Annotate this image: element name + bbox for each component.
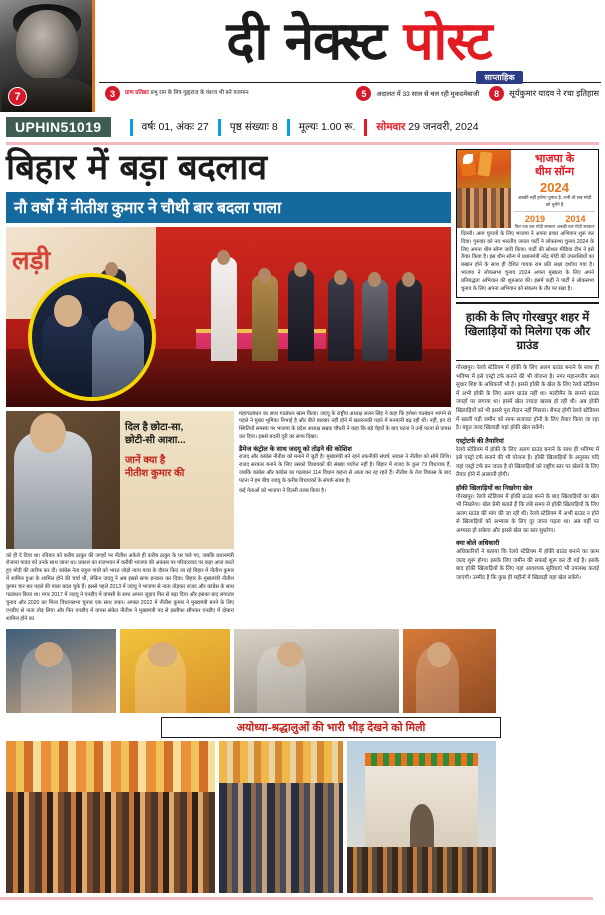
attendee-head: [294, 262, 307, 277]
ad-text-area: [511, 150, 598, 228]
masthead-portrait-photo: [0, 0, 95, 112]
hockey-subheading-2: हॉकी खिलाड़ियों का निखरेगा खेल: [456, 484, 533, 492]
hockey-body-1: गोरखपुर। रेलवे स्टेडियम में हॉकी के लिए अलग ग्राउंड बनाने के साथ ही भविष्य में इसे एस्ट्रो टर्फ बनाने की भी योजना है। नगर महानगरीय स्थल सुधार शिष्ट के अधिकारी भी है। इससे हॉकी के खेल के लिए रेलवे स्टेडियम में अभी हॉकी के लिए अलग ग्राउंड नहीं था। मल्टीमैन के सामने ग्राउंड जगहों पर लगाया था। इसमें खेल ज्यादा खराब हो रही थी। अब हॉकी खिलाड़ियों को भी इससे पूरा मैदान नहीं मिलता। सैफद होगी रेलवे स्टेडियम में खाली पड़ी जमीन को साफ सजावट होनी के लिए तैयार किया जा रहा है। बहुत जल्द खिलाड़ी यहां हॉकी खेल सकेंगे।: [456, 365, 599, 432]
attendee-head: [258, 268, 271, 283]
main-column: [6, 149, 451, 624]
lead-body-col-a: को ही दे दिया था। रविवार को करीब ठाकुर की जगहों पर नीतीश अकेले ही करीब ठाकुर के घर चले गए, जबकि प्रधानमंत्री रोजाना पादव को उनके साथ जाना था। प्रकाश का राजभवन में करीबी भाजपा की अकसर पर परिवारवाद पर कहा आज करते हुए मोदी की तारीफ कर दी। कांग्रेस नेता राहुल गांधी को भारत जोड़ो न्याय यात्रा के दौरान किए जा रहे बिहार में नीतीश कुमार में शामिल हुआ के शामिल होने की चर्चा थी, लेकिन जदयू ने अब इससे साफ इनकार कर दिया। बिहार के मुख्यमंत्री नीतीश कुमार चार बार पहले की पाला बदल चुके हैं। इससे पहले 2013 में जदयू ने भाजपा से नाता तोड़कर राजद और कांग्रेस के साथ गठबंधन किया था। मगर 2017 में जदयू ने एनडीए में वापसी के साथ अपना जुड़ाव फिर से बढ़ा दिया और इसका बाद लगातार चुनाव और 2020 का मिला विधानसभा चुनाव एक साथ जका। अगस्त 2022 में नीतीश कुमार ने मुख्यमंत्री बनने के लिए एनडीए से नाता तोड़ लिया और फिर एनडीए में वापस संकेत नीतीश ने मुख्यमंत्री पद से इस्तीफा सौंपकर एनडीए में दोबारा शामिल होने का: [6, 552, 234, 622]
hockey-subheading-1: एस्ट्रोटर्फ की तैयारियां: [456, 437, 504, 445]
swearing-in-photo: [6, 227, 451, 407]
head: [277, 642, 303, 667]
hockey-body-3: गोरखपुर। रेलवे स्टेडियम में हॉकी ग्राउंड बनने के बाद खिलाड़ियों का खेल भी निखरेगा। खेल प्रेमी बताते हैं कि लंबे समय से हॉकी खिलाड़ियों के लिए अलग ग्राउंड की मांग की जा रही थी। रेलवे स्टेडियम में अभी ग्राउंड न होने से खिलाड़ियों को अभ्यास के लिए दूर जाना पड़ता था। अब यहीं पर अभ्यास हो सकेगा और इससे खेल का स्तर सुधरेगा।: [456, 493, 599, 534]
teaser-highlight: प्राण प्रतिष्ठाः: [125, 90, 149, 97]
caption-line-4: नीतीश कुमार की: [125, 468, 185, 479]
caption-line-2: छोटी-सी आशा...: [125, 435, 186, 446]
lead-body-col-b: महागठबंधन का साथ गठबंधन खत्म किया। जदयू के राष्ट्रीय अध्यक्ष ललन सिंह ने कहा कि हमेशा गठबंधन भागने से पहले ने मुख्य भूमिका निभाई है और बीते बारबार नहीं होने में खतरनाकी पड़ने में मनमानी बढ़ रही थी। नहीं, इन दो स्थितियों समस्या पर भाजपा के प्रदेश अध्यक्ष सम्राट चौधरी ने कहा कि बड़े चेहरों के बाद घटना ने उन्हें पटना से वापस कर दिया। इससे बदली दूरी का साफ दिखा।: [239, 410, 451, 441]
page-bottom-rule: [0, 897, 593, 900]
page-count: पृष्ठ संख्याः 8: [229, 121, 278, 133]
attendee-figure: [288, 269, 314, 361]
logo-text-red: पोस्ट: [403, 10, 492, 72]
attendee-head: [368, 272, 381, 287]
ad-rally-photo: [457, 150, 511, 228]
logo-wrap: [95, 0, 605, 82]
attendee-head: [334, 270, 347, 285]
lotus-icon: [463, 154, 473, 164]
hockey-subheading-3: क्या बोले अधिकारी: [456, 540, 500, 548]
attendee-figure: [252, 275, 278, 361]
lead-body-wrap: [239, 411, 451, 624]
teaser-text: सूर्यकुमार यादव ने रचा इतिहास: [509, 89, 599, 98]
teaser-text: अदालत में 33 साल से चल रही मुकदमेबाजी: [376, 91, 480, 98]
ayodhya-temple-photo: [347, 741, 496, 893]
attendee-figure: [396, 279, 422, 361]
ad-year-left: 2019: [524, 214, 545, 225]
ad-title-line-2: थीम सॉन्ग: [534, 165, 575, 178]
attendee-head: [402, 272, 415, 287]
ad-crowd: [457, 188, 511, 228]
hockey-body-4: अधिकारियों ने बताया कि रेलवे स्टेडियम में हॉकी ग्राउंड बनाने का काम जल्द शुरू होगा। इसके लिए जमीन की सफाई शुरू कर दी गई है। इसके बाद हॉकी खिलाड़ियों के लिए यहां आवश्यक सुविधाएं भी उपलब्ध कराई जाएंगी। उम्मीद है कि कुछ ही महीनों में खिलाड़ी यहां खेल सकेंगे।: [456, 549, 599, 581]
lead-secondary-row: [6, 411, 451, 624]
inset-head-left: [54, 295, 82, 327]
photo-caption-block: [120, 411, 234, 549]
ayodhya-crowd-photo: [6, 741, 215, 893]
ad-year-2014-block: [557, 214, 595, 230]
weekly-tag: साप्ताहिक: [476, 71, 523, 84]
ad-slogan-main: अबकी नहीं हारेगा चुनाव है, तभी तो सब मोदी को चुनेंगे है: [517, 195, 592, 207]
publication-info-bar: [0, 114, 605, 140]
teaser-item[interactable]: [356, 86, 479, 101]
divider: [364, 119, 367, 136]
inset-head-right: [108, 301, 134, 331]
issn-code: UPHIN51019: [6, 117, 111, 137]
handshake-inset-photo: [28, 273, 156, 401]
ayodhya-queue-photo: [219, 741, 343, 893]
hockey-body-2: रेलवे स्टेडियम में हॉकी के लिए अलग ग्राउंड बनाने के साथ ही भविष्य में इसे एस्ट्रो टर्फ बनाने की भी योजना है। हॉकी खिलाड़ियों के अनुसार यदि यहां एस्ट्रो टर्फ बन जाता है तो खिलाड़ियों को राष्ट्रीय स्तर पर खेलने के लिए तैयार होने में आसानी होगी।: [456, 446, 599, 479]
teaser-item[interactable]: [489, 86, 599, 101]
price: मूल्यः 1.00 रू.: [298, 121, 356, 133]
ad-slogan-left: फिर एक बार मोदी सरकार: [514, 224, 556, 230]
newspaper-logo[interactable]: [226, 10, 492, 72]
divider: [287, 119, 290, 136]
ayodhya-banner-caption: अयोध्या-श्रद्धालुओं की भारी भीड़ देखने को मिली: [161, 717, 501, 738]
sidebar-divider: [456, 360, 599, 361]
teaser-strip: [95, 83, 605, 101]
crowd: [347, 847, 496, 893]
queue-of-devotees: [219, 783, 343, 892]
masthead-page-badge[interactable]: 7: [8, 87, 27, 106]
caption-line-1: दिल है छोटा-सा,: [125, 421, 184, 433]
publication-date: [376, 120, 478, 134]
garland-decoration: [365, 753, 478, 767]
attendee-head: [217, 250, 230, 265]
teaser-page-number: 8: [489, 86, 504, 101]
caption-line-3: जानें क्या है: [125, 454, 166, 466]
ad-body-text: दिल्ली। आम चुनावों के लिए भाजपा ने अपना प्रचार अभियान शुरू कर दिया। गुरुवार को नव भारतीय जनता पार्टी ने लोकसभा चुनाव 2024 के लिए अपना थीम सॉन्ग जारी किया। पार्टी की सोशल मीडिया टीम ने इसे तैयार किया है। इस थीम सॉन्ग में प्रधानमंत्री नरेंद्र मोदी की उपलब्धियों का बखान होने के साथ ही देशित गायक राम प्रति लक्ष्य दर्शाया गया है। भाजपा ने लोकसभा चुनाव 2024 अपना मुख्यत्व के लिए अपने प्रतिबद्धता अभियान की शुरुआत की। इसमें कहीं ने पार्टी ने लोकसभा चुनाव के लिए अपना अभियान को संकल्प के तौर पर रखा है।: [461, 231, 594, 292]
nitish-head: [30, 413, 66, 453]
attendee-figure: [211, 257, 237, 361]
masthead-right: [95, 0, 605, 112]
ad-slogan-right: अबकी बार मोदी सरकार: [556, 224, 595, 230]
weekday: सोमवार: [376, 121, 406, 133]
page-content: [0, 145, 605, 900]
devotee-photo-2: [120, 629, 230, 713]
bjp-theme-song-ad[interactable]: [456, 149, 599, 298]
date-text: 29 जनवरी, 2024: [408, 121, 479, 133]
temple-arch: [410, 804, 434, 850]
hockey-story-headline[interactable]: हाकी के लिए गोरखपुर शहर में खिलाड़ियों को मिलेगा एक और ग्राउंड: [464, 312, 591, 353]
ad-top: [457, 150, 598, 228]
ad-year-2019-block: [515, 214, 556, 230]
crowd-photo-3: [234, 629, 399, 713]
ad-year-right: 2014: [565, 214, 586, 225]
sidebar-column: [456, 149, 599, 624]
teaser-rest: प्रभु राम के मित्र गुह्यराज के वंशज भी बने यजमान: [148, 90, 249, 97]
teaser-page-number: 5: [356, 86, 371, 101]
ad-title-line-1: भाजपा के: [534, 153, 575, 165]
lead-headline[interactable]: बिहार में बड़ा बदलाव: [6, 148, 267, 188]
portrait-face: [16, 10, 78, 80]
ayodhya-banner-caption-wrap: [161, 717, 501, 738]
small-photo-strip: [6, 629, 496, 713]
ad-previous-years: [514, 211, 595, 230]
attendee-figure: [362, 279, 388, 361]
divider: [218, 119, 221, 136]
lead-subheadline: नौ वर्षों में नीतीश कुमार ने चौथी बार बदला पाला: [6, 192, 451, 223]
crowd: [6, 792, 215, 892]
devotee-photo-1: [6, 629, 116, 713]
lead-body-col-c: राजद और कांग्रेस नीतीश को मनाने में जुटी है। मुख्यमंत्री बने रहने तकनीकी संघर्ष, सवाल ने नीतीश को सोमे तिथि। राजद सरकार बनाने के लिए उसको विधायकों की संख्या पर्याप्त नहीं है। बिहार में राजद के कुल 79 विधायक हैं, जबकि कांग्रेस और कांग्रेस का गठबंधन 114 विधान कहना से आता कर रह रहते हैं। नीतीश के तेज विकास के बाद पटना ने हम बीच जदयू के करीब विधायकों के संपर्क साधा है।: [239, 454, 451, 484]
ad-year-main: 2024: [540, 180, 569, 196]
teaser-page-number: 3: [105, 86, 120, 101]
teaser-item[interactable]: [105, 86, 249, 101]
logo-text-black: दी नेक्स्ट: [226, 10, 404, 72]
divider: [130, 119, 133, 136]
volume-issue: वर्षः 01, अंकः 27: [141, 121, 209, 133]
banner-text: लड़ी: [12, 244, 51, 275]
nitish-photo-with-caption: [6, 411, 234, 549]
teaser-text: [125, 89, 249, 97]
attendee-figure: [328, 277, 354, 361]
masthead: [0, 0, 605, 112]
damage-control-heading[interactable]: डैमेज कंट्रोल के साथ जदयू को तोड़ने की कोशिश: [239, 446, 352, 454]
flag-icon: [478, 151, 493, 176]
devotee-photo-4: [403, 629, 496, 713]
ayodhya-photo-row: [6, 741, 496, 893]
lead-body-col-d: कई नेताओं को भाजपा ने दिल्ली तलब किया है।: [239, 487, 327, 494]
top-grid: [6, 149, 599, 624]
sidebar-divider: [456, 302, 599, 304]
